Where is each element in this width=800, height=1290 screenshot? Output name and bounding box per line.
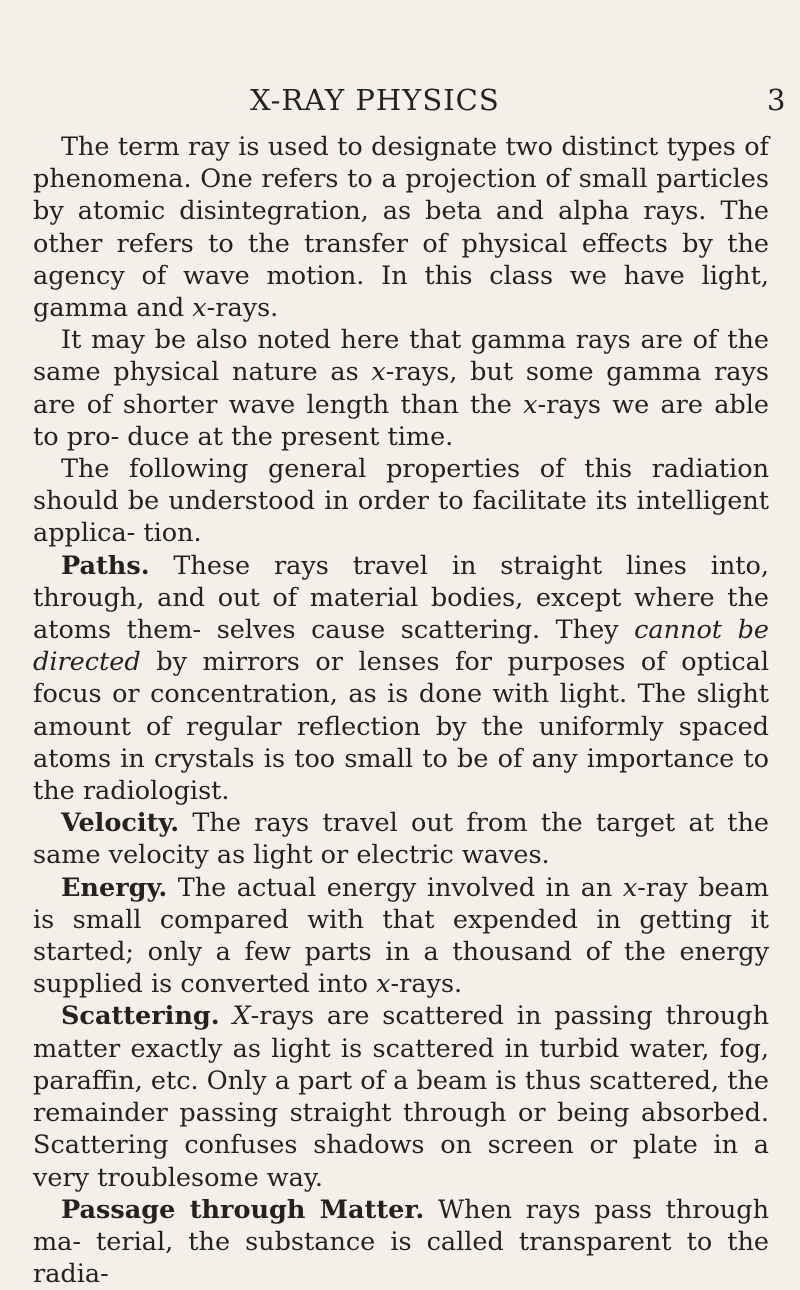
paragraph-text: -rays, but some gamma rays are of shorter wave length than the: [33, 357, 769, 420]
italic-text: cannot be directed: [33, 615, 770, 678]
paragraph-heading: Velocity.: [61, 808, 180, 839]
italic-text: x: [371, 357, 386, 388]
italic-text: x: [376, 969, 391, 1000]
paragraph-heading: Scattering.: [61, 1001, 220, 1032]
italic-text: X: [232, 1001, 251, 1032]
paragraph-text: The actual energy involved in an: [167, 872, 623, 903]
paragraph-text: It may be also noted here that gamma rays are of the same physical nature as: [33, 325, 769, 388]
paragraph-text: by mirrors or lenses for purposes of optical focus or concentration, as is done with light. The slight amount of regular reflection by the uniformly spaced atoms in crystals is too small to be of any importance to the radiologist.: [33, 647, 769, 807]
paragraph-text: -rays.: [390, 969, 463, 1000]
paragraph-text: [220, 1001, 233, 1031]
paragraph-heading: Energy.: [61, 872, 168, 903]
paragraph: [33, 550, 769, 808]
paragraph-text: -rays we are able to pro- duce at the present time.: [33, 389, 769, 452]
running-title: X-RAY PHYSICS: [250, 83, 500, 117]
paragraph-text: These rays travel in straight lines into, through, and out of material bodies, except where the atoms them- selves cause scattering. They: [33, 550, 769, 646]
paragraph-heading: Paths.: [61, 550, 150, 581]
italic-text: x: [523, 389, 538, 420]
paragraph-text: The term ray is used to designate two distinct types of phenomena. One refers to a projection of small particles by atomic disintegration, as beta and alpha rays. The other refers to the transfer of physical effects by the agency of wave motion. In this class we have light, gamma and: [33, 132, 769, 324]
paragraph-text: When rays pass through ma- terial, the substance is called transparent to the radia-: [33, 1194, 769, 1290]
paragraph-text: The following general properties of this radiation should be understood in order to facilitate its intelligent applica- tion.: [33, 454, 769, 549]
paragraph: [33, 1194, 769, 1290]
italic-text: x: [622, 872, 638, 903]
page-number: 3: [767, 83, 786, 117]
paragraph-heading: Passage through Matter.: [61, 1194, 425, 1225]
italic-text: x: [192, 293, 207, 324]
paragraph-text: -ray beam is small compared with that expended in getting it started; only a few parts in a thousand of the energy supplied is converted into: [33, 872, 769, 1000]
paragraph: [33, 131, 769, 324]
paragraph-text: The rays travel out from the target at the same velocity as light or electric waves.: [33, 808, 769, 871]
paragraph: [33, 872, 769, 1001]
running-head: [0, 80, 800, 120]
paragraph: [33, 807, 769, 871]
paragraph: [33, 324, 769, 453]
paragraph: [33, 453, 769, 550]
paragraph: [33, 1000, 769, 1193]
paragraph-text: -rays.: [206, 293, 279, 324]
body-text: [33, 131, 769, 1290]
paragraph-text: -rays are scattered in passing through matter exactly as light is scattered in turbid water, fog, paraffin, etc. Only a part of a beam is thus scattered, the remainder passing straight through or being absorbed. Scattering confuses shadows on screen or plate in a very troublesome way.: [33, 1001, 769, 1193]
